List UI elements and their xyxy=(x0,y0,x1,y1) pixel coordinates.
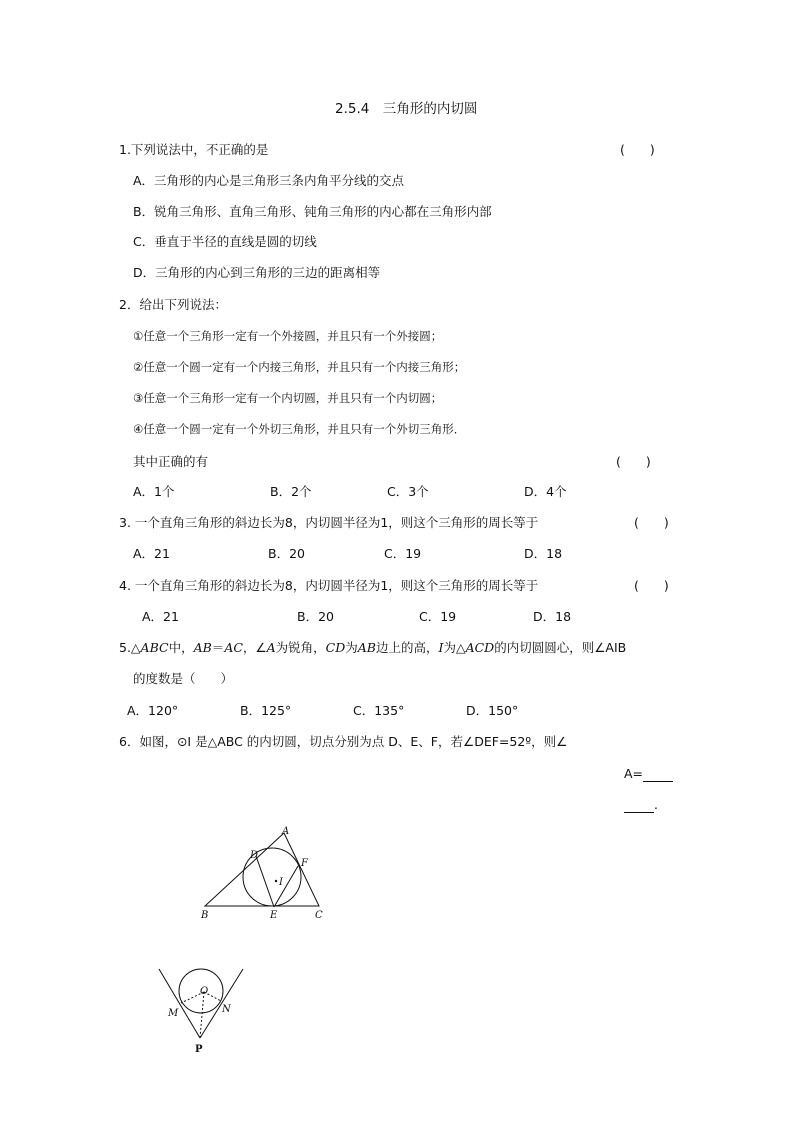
q5-triangle-acd: ACD xyxy=(465,640,495,655)
q5-stem-line2: 的度数是（ ） xyxy=(133,671,234,686)
tangent-pm xyxy=(159,969,200,1038)
label-p: P xyxy=(195,1044,203,1055)
label-d: D xyxy=(250,850,259,861)
q5-option-b: B．125° xyxy=(240,703,292,718)
segment-de xyxy=(256,856,274,907)
figure-incircle-triangle xyxy=(195,820,335,925)
q1-option-b: B．锐角三角形、直角三角形、钝角三角形的内心都在三角形内部 xyxy=(133,204,492,219)
q6-answer-line1 xyxy=(624,766,673,782)
q2-statement-3: ③任意一个三角形一定有一个内切圆，并且只有一个内切圆； xyxy=(133,391,443,405)
q5-text: 为锐角， xyxy=(275,640,326,655)
q2-option-a: A．1个 xyxy=(133,484,175,499)
figure-tangents-circle xyxy=(150,962,250,1057)
q2-stem: 2．给出下列说法： xyxy=(119,297,227,312)
q5-triangle-abc: ABC xyxy=(140,640,169,655)
q5-text: 5.△ xyxy=(119,640,141,655)
q5-angle-a: A xyxy=(266,640,276,655)
q5-text: 为△ xyxy=(443,640,466,655)
q5-option-d: D．150° xyxy=(466,703,519,718)
q5-segment-cd: CD xyxy=(325,640,346,655)
q1-stem: 1.下列说法中，不正确的是 xyxy=(119,142,269,157)
q1-option-c: C．垂直于半径的直线是圆的切线 xyxy=(133,234,317,249)
q5-point-i: I xyxy=(438,640,444,655)
q2-statement-2: ②任意一个圆一定有一个内接三角形，并且只有一个内接三角形； xyxy=(133,360,466,374)
q5-text: 为 xyxy=(345,640,358,655)
q3-option-d: D．18 xyxy=(524,546,563,561)
q6-answer-prefix: A= xyxy=(624,766,644,781)
q2-option-d: D．4个 xyxy=(524,484,567,499)
q4-option-c: C．19 xyxy=(419,609,457,624)
q2-statement-4: ④任意一个圆一定有一个外切三角形，并且只有一个外切三角形． xyxy=(133,422,466,436)
q4-stem: 4. 一个直角三角形的斜边长为8，内切圆半径为1，则这个三角形的周长等于 xyxy=(119,578,539,593)
q4-option-b: B．20 xyxy=(297,609,334,624)
q4-option-d: D．18 xyxy=(533,609,572,624)
q2-option-b: B．2个 xyxy=(270,484,312,499)
q6-answer-line2 xyxy=(624,797,658,813)
q5-option-a: A．120° xyxy=(127,703,179,718)
q5-segment-ab: AB xyxy=(357,640,376,655)
segment-op xyxy=(200,992,204,1038)
label-b: B xyxy=(201,910,209,921)
q2-statement-1: ①任意一个三角形一定有一个外接圆，并且只有一个外接圆； xyxy=(133,329,443,343)
q5-text: 中， xyxy=(168,640,194,655)
segment-ef xyxy=(274,866,298,907)
q5-segment-ab: AB xyxy=(193,640,212,655)
label-f: F xyxy=(301,858,308,869)
label-a: A xyxy=(282,826,290,837)
incenter-dot xyxy=(275,880,277,882)
q3-option-a: A．21 xyxy=(133,546,170,561)
q1-answer-paren: ( ) xyxy=(620,142,655,157)
label-m: M xyxy=(168,1008,179,1019)
label-e: E xyxy=(270,910,278,921)
label-c: C xyxy=(315,910,323,921)
q5-option-c: C．135° xyxy=(353,703,405,718)
q6-answer-blank xyxy=(643,769,673,782)
q1-option-d: D．三角形的内心到三角形的三边的距离相等 xyxy=(133,265,381,280)
q6-answer-end: . xyxy=(654,797,658,812)
q1-option-a: A．三角形的内心是三角形三条内角平分线的交点 xyxy=(133,173,405,188)
q2-option-c: C．3个 xyxy=(387,484,429,499)
q6-answer-blank-continued xyxy=(624,800,654,813)
q3-answer-paren: ( ) xyxy=(634,515,669,530)
triangle-abc xyxy=(205,833,319,906)
q4-option-a: A．21 xyxy=(142,609,179,624)
label-n: N xyxy=(222,1004,231,1015)
q2-answer-paren: ( ) xyxy=(616,454,651,469)
q2-ask: 其中正确的有 xyxy=(133,454,209,469)
q5-stem xyxy=(119,640,626,656)
q5-segment-ac: AC xyxy=(224,640,243,655)
q5-text: 的内切圆圆心，则∠AIB xyxy=(494,640,627,655)
label-i: I xyxy=(279,877,283,888)
page-title: 2.5.4 三角形的内切圆 xyxy=(335,101,478,117)
q5-text: ＝ xyxy=(211,640,225,655)
q3-option-c: C．19 xyxy=(384,546,422,561)
q5-text: ，∠ xyxy=(242,640,267,655)
q5-text: 边上的高， xyxy=(376,640,439,655)
q3-stem: 3. 一个直角三角形的斜边长为8，内切圆半径为1，则这个三角形的周长等于 xyxy=(119,515,539,530)
label-o: O xyxy=(200,986,209,997)
q4-answer-paren: ( ) xyxy=(634,578,669,593)
q3-option-b: B．20 xyxy=(268,546,305,561)
q6-stem: 6．如图，⊙I 是△ABC 的内切圆，切点分别为点 D、E、F，若∠DEF=52º，则∠ xyxy=(119,734,568,749)
